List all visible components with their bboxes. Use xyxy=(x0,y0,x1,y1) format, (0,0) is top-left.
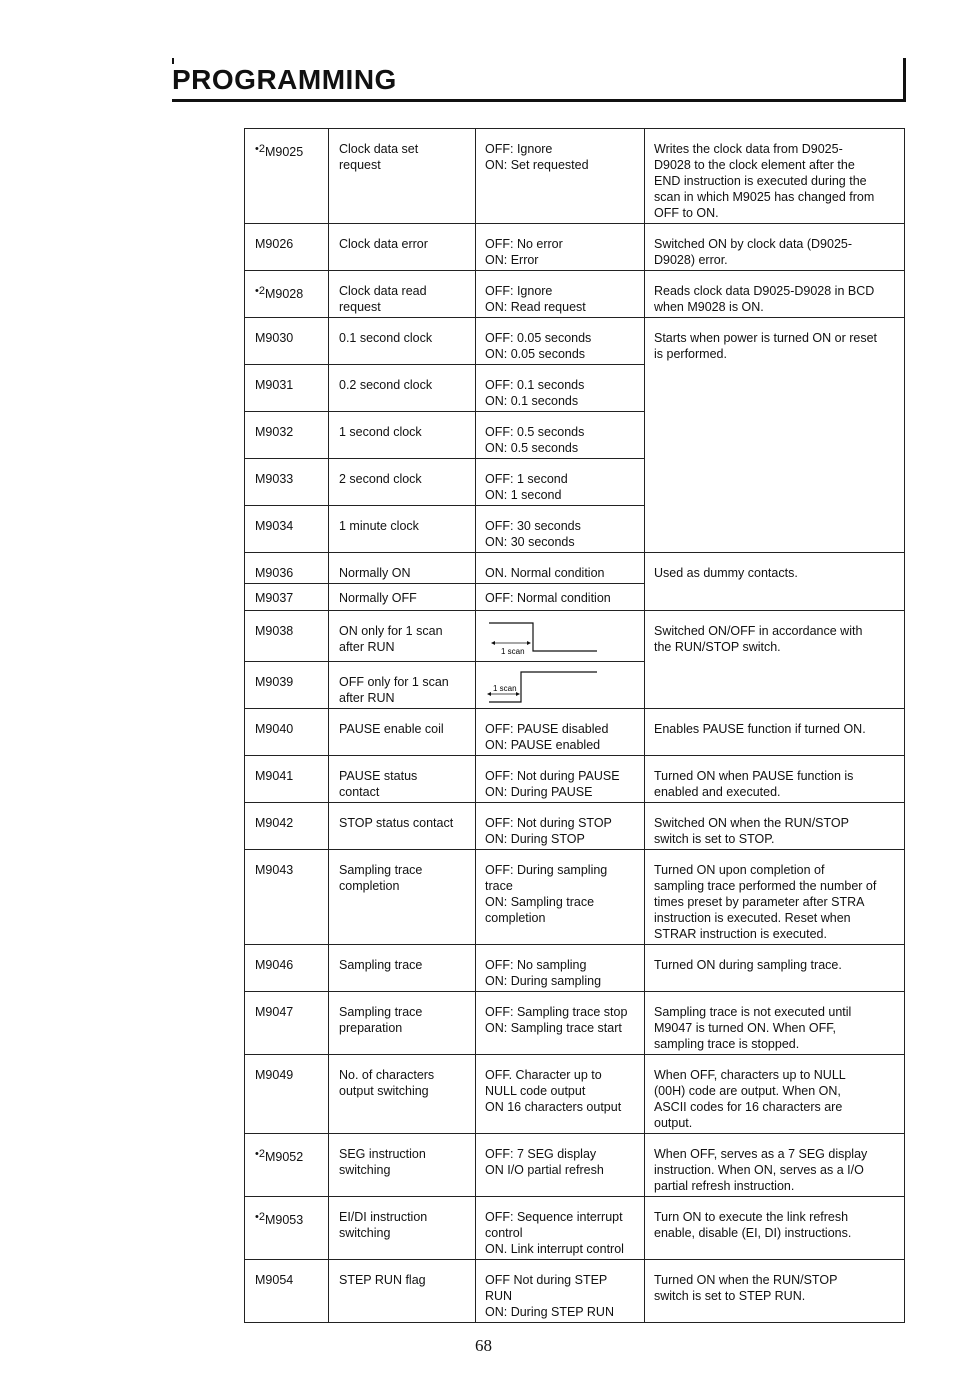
table-row xyxy=(245,318,905,365)
device-number: M9047 xyxy=(255,1005,294,1019)
details-cell: ON. Normal condition xyxy=(476,553,645,584)
table-row xyxy=(245,271,905,318)
details-cell: OFF Not during STEP RUN ON: During STEP RUN xyxy=(476,1260,645,1323)
device-number: M9031 xyxy=(255,378,294,392)
name-cell: Clock data set request xyxy=(329,129,476,224)
table-row xyxy=(245,1055,905,1134)
details-cell xyxy=(476,662,645,709)
device-cell xyxy=(245,803,329,850)
details-cell: OFF: Sampling trace stop ON: Sampling trace start xyxy=(476,992,645,1055)
description-cell: Starts when power is turned ON or reset is performed. xyxy=(645,318,905,553)
header-right-bar xyxy=(903,58,906,102)
name-cell: EI/DI instruction switching xyxy=(329,1197,476,1260)
description-cell: Turn ON to execute the link refresh enable, disable (EI, DI) instructions. xyxy=(645,1197,905,1260)
device-number: M9025 xyxy=(264,145,304,159)
device-number: M9036 xyxy=(255,566,294,580)
details-cell: OFF: Not during PAUSE ON: During PAUSE xyxy=(476,756,645,803)
one-scan-off-timing-diagram xyxy=(485,666,603,704)
device-cell xyxy=(245,756,329,803)
device-number: M9038 xyxy=(255,624,294,638)
device-cell xyxy=(245,1197,329,1260)
device-number: M9039 xyxy=(255,675,294,689)
name-cell: Clock data read request xyxy=(329,271,476,318)
details-cell: OFF: No sampling ON: During sampling xyxy=(476,945,645,992)
device-number: M9054 xyxy=(255,1273,294,1287)
details-cell: OFF: Ignore ON: Read request xyxy=(476,271,645,318)
details-cell: OFF: Normal condition xyxy=(476,584,645,611)
description-cell: Switched ON/OFF in accordance with the RUN/STOP switch. xyxy=(645,611,905,709)
page-title: PROGRAMMING xyxy=(172,64,397,95)
device-cell xyxy=(245,709,329,756)
device-cell xyxy=(245,662,329,709)
left-arrowhead xyxy=(487,692,491,696)
description-cell: Reads clock data D9025-D9028 in BCD when M9028 is ON. xyxy=(645,271,905,318)
scan-label: 1 scan xyxy=(501,647,525,655)
details-cell: OFF: 0.05 seconds ON: 0.05 seconds xyxy=(476,318,645,365)
description-cell: Switched ON by clock data (D9025- D9028) error. xyxy=(645,224,905,271)
device-number: M9026 xyxy=(255,237,294,251)
page-number: 68 xyxy=(475,1336,492,1355)
details-cell: OFF: 30 seconds ON: 30 seconds xyxy=(476,506,645,553)
device-number: M9046 xyxy=(255,958,294,972)
name-cell: Normally ON xyxy=(329,553,476,584)
details-cell: OFF: During sampling trace ON: Sampling trace completion xyxy=(476,850,645,945)
device-number: M9034 xyxy=(255,519,294,533)
device-number: M9030 xyxy=(255,331,294,345)
table-row xyxy=(245,992,905,1055)
name-cell: Normally OFF xyxy=(329,584,476,611)
description-cell: When OFF, serves as a 7 SEG display instruction. When ON, serves as a I/O partial refresh instruction. xyxy=(645,1134,905,1197)
description-cell: Turned ON upon completion of sampling trace performed the number of times preset by parameter after STRA instruction is executed. Reset when STRAR instruction is executed. xyxy=(645,850,905,945)
device-number: M9043 xyxy=(255,863,294,877)
device-number: M9033 xyxy=(255,472,294,486)
left-arrowhead xyxy=(491,641,495,645)
name-cell: 0.1 second clock xyxy=(329,318,476,365)
device-cell xyxy=(245,584,329,611)
details-cell: OFF: 7 SEG display ON I/O partial refresh xyxy=(476,1134,645,1197)
table-row xyxy=(245,129,905,224)
name-cell: 2 second clock xyxy=(329,459,476,506)
device-number: M9037 xyxy=(255,591,294,605)
header-rule xyxy=(172,99,906,102)
device-cell xyxy=(245,365,329,412)
details-cell: OFF: 1 second ON: 1 second xyxy=(476,459,645,506)
device-cell xyxy=(245,506,329,553)
special-relay-table xyxy=(244,128,905,1323)
device-number: M9028 xyxy=(264,287,304,301)
table-row xyxy=(245,850,905,945)
device-number: M9049 xyxy=(255,1068,294,1082)
details-cell: OFF. Character up to NULL code output ON 16 characters output xyxy=(476,1055,645,1134)
name-cell: No. of characters output switching xyxy=(329,1055,476,1134)
description-cell: Turned ON during sampling trace. xyxy=(645,945,905,992)
device-cell xyxy=(245,1134,329,1197)
name-cell: OFF only for 1 scan after RUN xyxy=(329,662,476,709)
device-cell xyxy=(245,1055,329,1134)
description-cell: When OFF, characters up to NULL (00H) code are output. When ON, ASCII codes for 16 characters are output. xyxy=(645,1055,905,1134)
device-cell xyxy=(245,1260,329,1323)
table-row xyxy=(245,611,905,662)
name-cell: STEP RUN flag xyxy=(329,1260,476,1323)
device-number: M9042 xyxy=(255,816,294,830)
device-cell xyxy=(245,129,329,224)
device-number: M9032 xyxy=(255,425,294,439)
details-cell: OFF: 0.1 seconds ON: 0.1 seconds xyxy=(476,365,645,412)
device-cell xyxy=(245,318,329,365)
note-mark: •2 xyxy=(255,285,265,297)
table-row xyxy=(245,945,905,992)
device-cell xyxy=(245,553,329,584)
name-cell: SEG instruction switching xyxy=(329,1134,476,1197)
table-row xyxy=(245,1197,905,1260)
table-row xyxy=(245,1134,905,1197)
description-cell: Used as dummy contacts. xyxy=(645,553,905,611)
description-cell: Turned ON when the RUN/STOP switch is set to STEP RUN. xyxy=(645,1260,905,1323)
name-cell: 0.2 second clock xyxy=(329,365,476,412)
device-cell xyxy=(245,611,329,662)
table-row xyxy=(245,709,905,756)
device-cell xyxy=(245,224,329,271)
device-number: M9052 xyxy=(264,1150,304,1164)
name-cell: Sampling trace xyxy=(329,945,476,992)
table-row xyxy=(245,1260,905,1323)
details-cell: OFF: Sequence interrupt control ON. Link interrupt control xyxy=(476,1197,645,1260)
table-row xyxy=(245,553,905,584)
name-cell: STOP status contact xyxy=(329,803,476,850)
description-cell: Enables PAUSE function if turned ON. xyxy=(645,709,905,756)
description-cell: Turned ON when PAUSE function is enabled and executed. xyxy=(645,756,905,803)
description-cell: Writes the clock data from D9025- D9028 to the clock element after the END instruction is executed during the scan in which M9025 has changed from OFF to ON. xyxy=(645,129,905,224)
details-cell: OFF: 0.5 seconds ON: 0.5 seconds xyxy=(476,412,645,459)
device-cell xyxy=(245,412,329,459)
name-cell: Sampling trace preparation xyxy=(329,992,476,1055)
name-cell: PAUSE enable coil xyxy=(329,709,476,756)
details-cell: OFF: Ignore ON: Set requested xyxy=(476,129,645,224)
name-cell: ON only for 1 scan after RUN xyxy=(329,611,476,662)
device-cell xyxy=(245,459,329,506)
note-mark: •2 xyxy=(255,1148,265,1160)
device-number: M9041 xyxy=(255,769,294,783)
name-cell: PAUSE status contact xyxy=(329,756,476,803)
name-cell: 1 second clock xyxy=(329,412,476,459)
device-number: M9040 xyxy=(255,722,294,736)
right-arrowhead xyxy=(516,692,520,696)
device-cell xyxy=(245,271,329,318)
table-row xyxy=(245,224,905,271)
details-cell: OFF: PAUSE disabled ON: PAUSE enabled xyxy=(476,709,645,756)
note-mark: •2 xyxy=(255,1211,265,1223)
name-cell: Sampling trace completion xyxy=(329,850,476,945)
scan-label: 1 scan xyxy=(493,684,517,693)
right-arrowhead xyxy=(527,641,531,645)
details-cell: OFF: No error ON: Error xyxy=(476,224,645,271)
details-cell: OFF: Not during STOP ON: During STOP xyxy=(476,803,645,850)
name-cell: Clock data error xyxy=(329,224,476,271)
device-cell xyxy=(245,992,329,1055)
page-header xyxy=(172,58,906,102)
device-cell xyxy=(245,945,329,992)
device-cell xyxy=(245,850,329,945)
device-number: M9053 xyxy=(264,1213,304,1227)
table-row xyxy=(245,803,905,850)
details-cell xyxy=(476,611,645,662)
name-cell: 1 minute clock xyxy=(329,506,476,553)
table-row xyxy=(245,756,905,803)
note-mark: •2 xyxy=(255,143,265,155)
one-scan-on-timing-diagram xyxy=(485,617,603,655)
description-cell: Sampling trace is not executed until M9047 is turned ON. When OFF, sampling trace is stopped. xyxy=(645,992,905,1055)
description-cell: Switched ON when the RUN/STOP switch is set to STOP. xyxy=(645,803,905,850)
